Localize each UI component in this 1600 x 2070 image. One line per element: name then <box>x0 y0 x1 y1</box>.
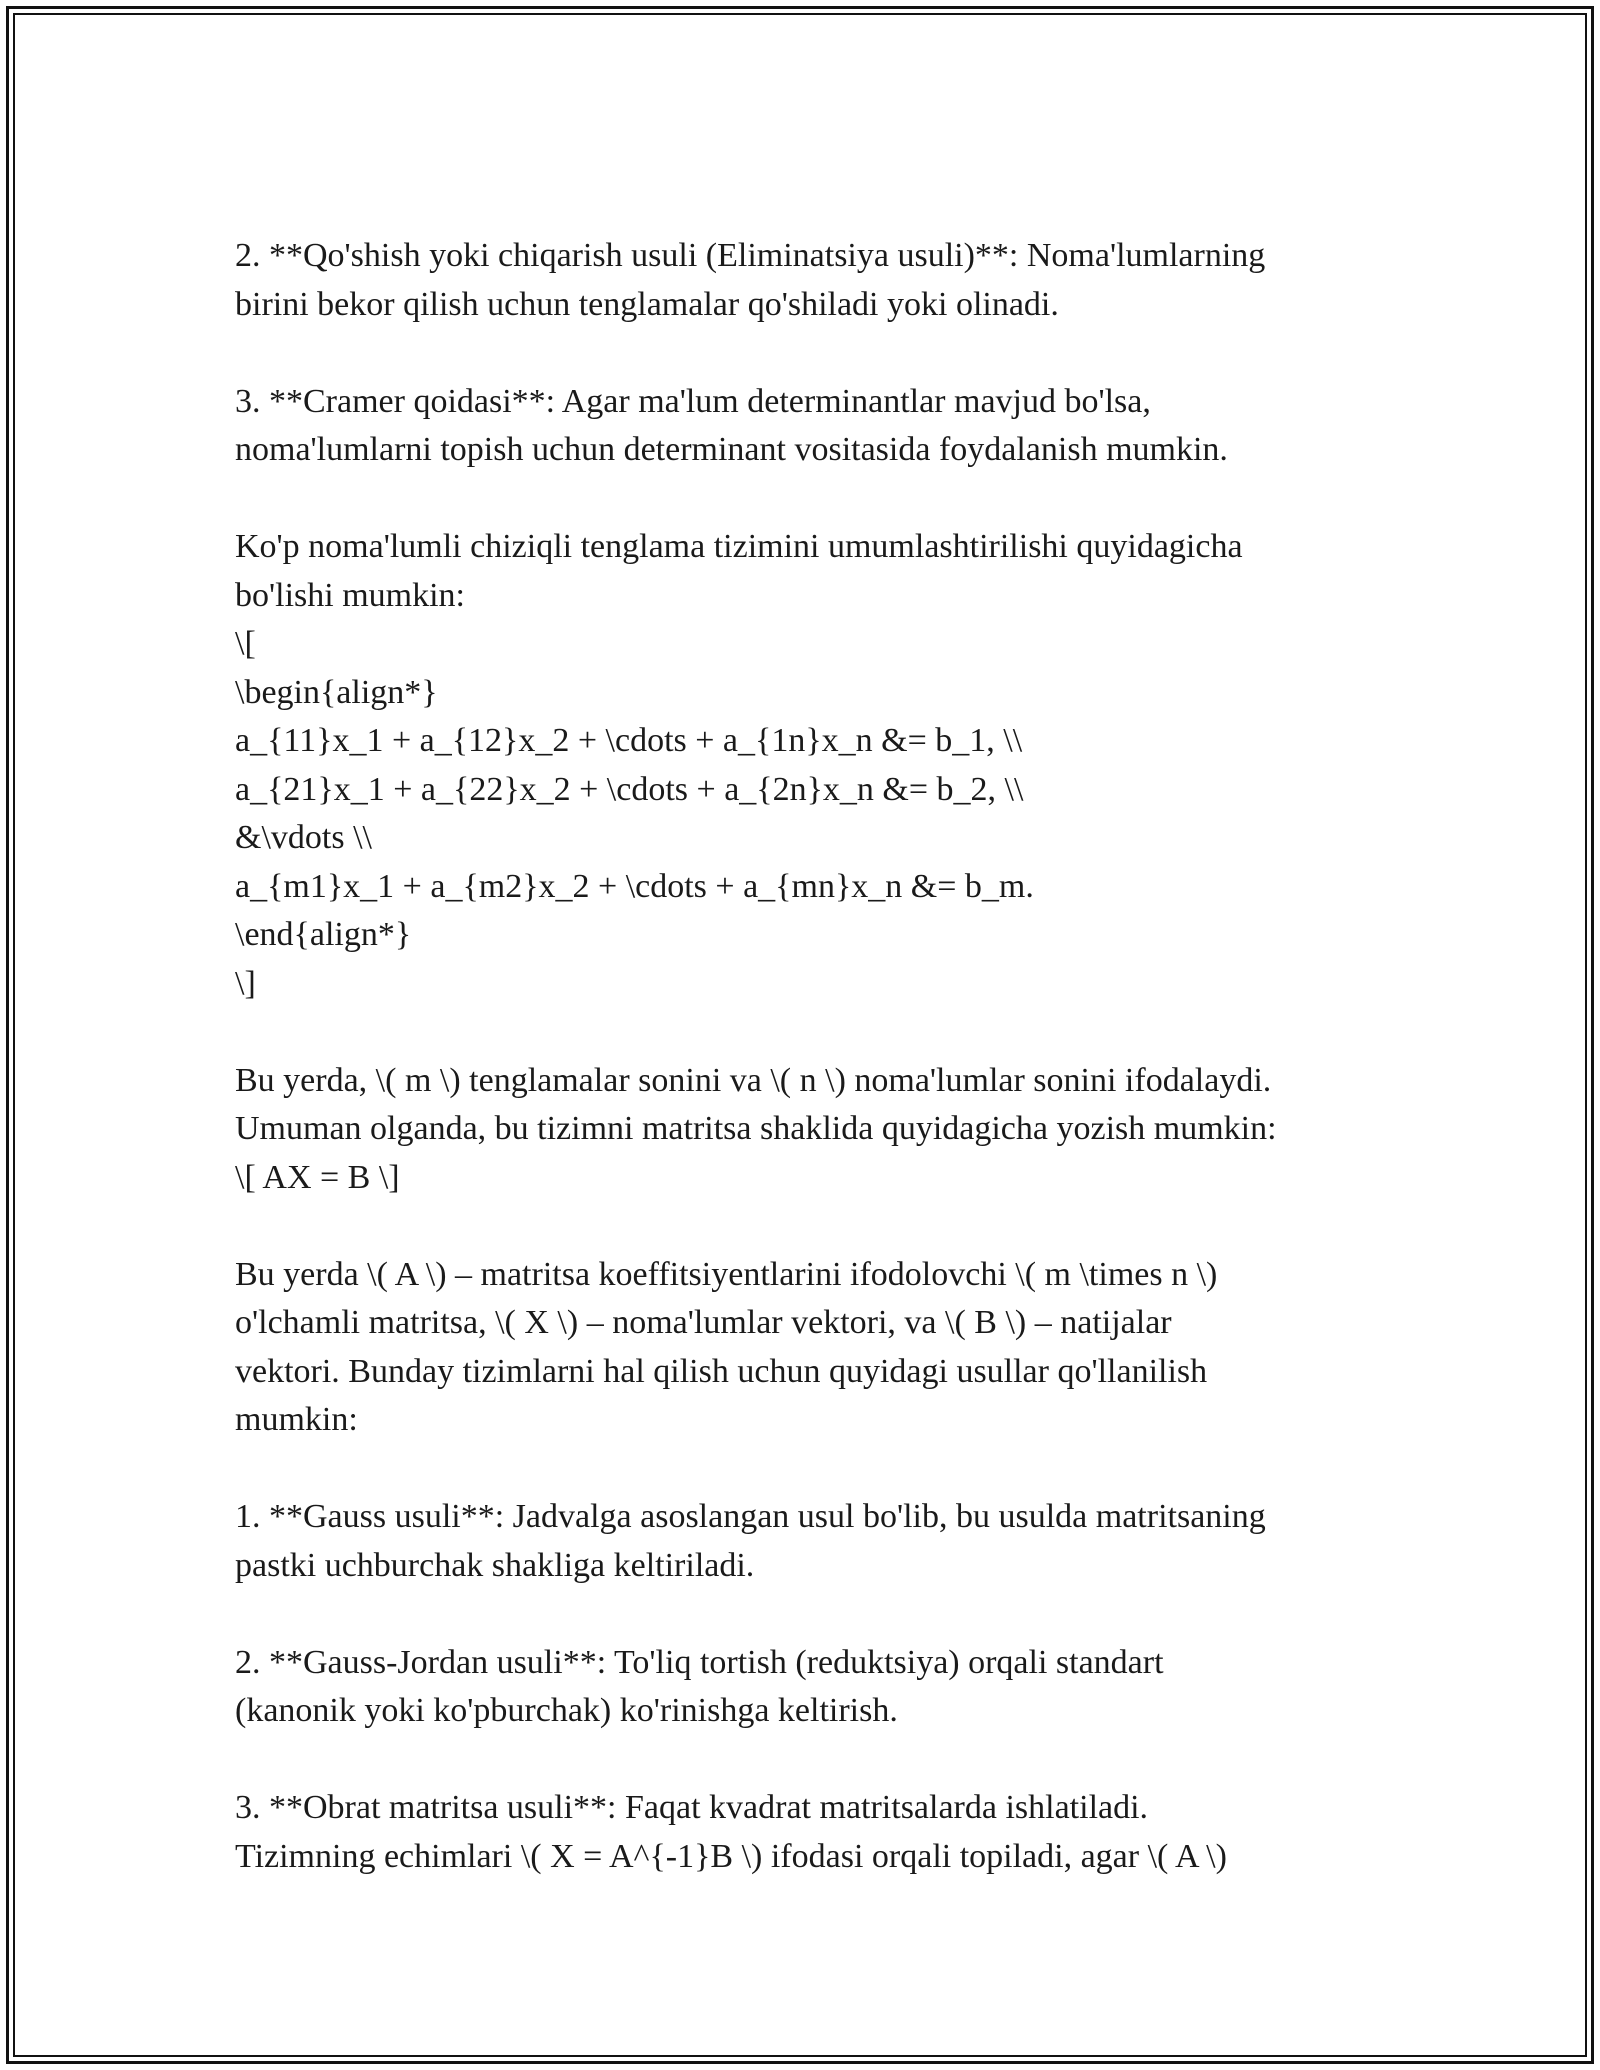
text-line: Tizimning echimlari \( X = A^{-1}B \) ifodasi orqali topiladi, agar \( A \) <box>235 1837 1227 1875</box>
text-line: pastki uchburchak shakliga keltiriladi. <box>235 1546 755 1584</box>
text-line: 1. **Gauss usuli**: Jadvalga asoslangan usul bo'lib, bu usulda matritsaning <box>235 1498 1266 1535</box>
text-line: bo'lishi mumkin: <box>235 576 465 614</box>
paragraph-matrix-form <box>235 1057 1375 1203</box>
text-line: 2. **Gauss-Jordan usuli**: To'liq tortish (reduktsiya) orqali standart <box>235 1643 1164 1681</box>
text-line: Ko'p noma'lumli chiziqli tenglama tizimini umumlashtirilishi quyidagicha <box>235 528 1243 565</box>
text-line: Bu yerda \( A \) – matritsa koeffitsiyentlarini ifodolovchi \( m \times n \) <box>235 1255 1218 1293</box>
paragraph-inverse-matrix-method <box>235 1784 1375 1881</box>
text-line: vektori. Bunday tizimlarni hal qilish uchun quyidagi usullar qo'llanilish <box>235 1352 1208 1390</box>
latex-line: \[ <box>235 625 256 662</box>
latex-line: a_{21}x_1 + a_{22}x_2 + \cdots + a_{2n}x_n &= b_2, \\ <box>235 770 1024 808</box>
latex-line: a_{m1}x_1 + a_{m2}x_2 + \cdots + a_{mn}x_n &= b_m. <box>235 867 1034 905</box>
latex-line: \begin{align*} <box>235 673 438 711</box>
text-line: noma'lumlarni topish uchun determinant vositasida foydalanish mumkin. <box>235 431 1228 468</box>
latex-line: \end{align*} <box>235 916 412 953</box>
paragraph-gauss-method <box>235 1493 1375 1590</box>
text-line: mumkin: <box>235 1401 358 1438</box>
text-line: birini bekor qilish uchun tenglamalar qo'shiladi yoki olinadi. <box>235 285 1059 323</box>
text-line: Umuman olganda, bu tizimni matritsa shaklida quyidagicha yozish mumkin: <box>235 1110 1277 1147</box>
latex-line: a_{11}x_1 + a_{12}x_2 + \cdots + a_{1n}x_n &= b_1, \\ <box>235 722 1023 759</box>
paragraph-cramer-rule <box>235 378 1375 475</box>
paragraph-matrix-definitions <box>235 1251 1375 1445</box>
text-line: Bu yerda, \( m \) tenglamalar sonini va \( n \) noma'lumlar sonini ifodalaydi. <box>235 1061 1272 1099</box>
text-line: o'lchamli matritsa, \( X \) – noma'lumlar vektori, va \( B \) – natijalar <box>235 1304 1172 1341</box>
document-body <box>235 232 1375 1930</box>
latex-line: &\vdots \\ <box>235 819 372 856</box>
latex-line: \] <box>235 964 256 1002</box>
text-line: 3. **Cramer qoidasi**: Agar ma'lum determinantlar mavjud bo'lsa, <box>235 382 1151 420</box>
text-line: (kanonik yoki ko'pburchak) ko'rinishga keltirish. <box>235 1692 898 1729</box>
latex-line: \[ AX = B \] <box>235 1158 400 1196</box>
paragraph-gauss-jordan-method <box>235 1639 1375 1736</box>
paragraph-general-system <box>235 523 1375 1008</box>
text-line: 3. **Obrat matritsa usuli**: Faqat kvadrat matritsalarda ishlatiladi. <box>235 1789 1149 1826</box>
text-line: 2. **Qo'shish yoki chiqarish usuli (Eliminatsiya usuli)**: Noma'lumlarning <box>235 237 1266 274</box>
paragraph-elimination-method <box>235 232 1375 329</box>
